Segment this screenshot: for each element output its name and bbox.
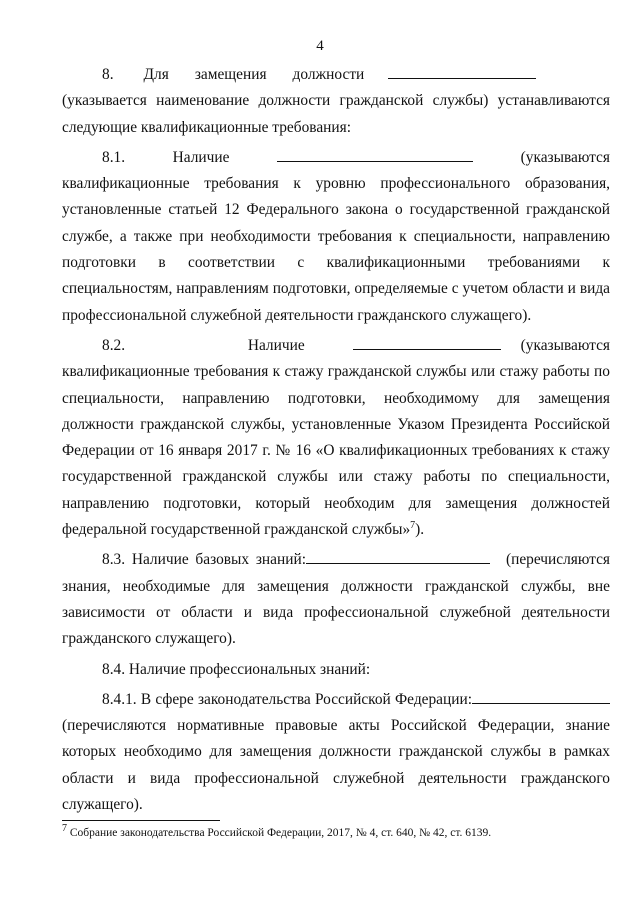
document-body xyxy=(62,62,610,818)
paragraph-8-1: 8.1. Наличие (указываются квалификационные требования к уровню профессионального образования, установленные статьей 12 Федерального закона о государственной гражданской службе, а также при необходимости требования к специальности, направлению подготовки в соответствии с квалификационными требованиями к специальностям, направлениям подготовки, определяемые с учетом области и вида профессиональной служебной деятельности гражданского служащего). xyxy=(62,145,610,329)
fill-in-blank xyxy=(306,548,490,564)
fill-in-blank xyxy=(472,688,610,704)
paragraph-8: 8. Для замещения должности(указывается наименование должности гражданской службы) устанавливаются следующие квалификационные требования: xyxy=(62,62,610,141)
footnote-text: Собрание законодательства Российской Федерации, 2017, № 4, ст. 640, № 42, ст. 6139. xyxy=(69,827,492,839)
fill-in-blank xyxy=(277,146,473,162)
fill-in-blank xyxy=(353,334,501,350)
fill-in-blank xyxy=(388,63,536,79)
item-number: 8. xyxy=(102,66,114,83)
paragraph-8-2: 8.2. Наличие (указываются квалификационные требования к стажу гражданской службы или стажу работы по специальности, направлению подготовки, необходимому для замещения должности гражданской службы, установленные Указом Президента Российской Федерации от 16 января 2017 г. № 16 «О квалификационных требованиях к стажу государственной гражданской службы или стажу работы по специальности, направлению подготовки, который необходим для замещения должностей федеральной государственной гражданской службы»$^7$). xyxy=(62,333,610,543)
paragraph-8-4-1: 8.4.1. В сфере законодательства Российской Федерации: (перечисляются нормативные правовые акты Российской Федерации, знание которых необходимо для замещения должности гражданской службы в рамках области и вида профессиональной служебной деятельности гражданского служащего). xyxy=(62,687,610,818)
paragraph-8-3: 8.3. Наличие базовых знаний: (перечисляются знания, необходимые для замещения должности гражданской службы, вне зависимости от области и вида профессиональной служебной деятельности гражданского служащего). xyxy=(62,547,610,652)
paragraph-8-4: 8.4. Наличие профессиональных знаний: xyxy=(102,660,371,678)
page-number: 4 xyxy=(316,38,324,54)
footnote-mark: 7 xyxy=(62,823,67,835)
footnote-ref: 7 xyxy=(410,519,416,531)
footnote-separator xyxy=(62,820,220,821)
footnote xyxy=(62,823,610,841)
